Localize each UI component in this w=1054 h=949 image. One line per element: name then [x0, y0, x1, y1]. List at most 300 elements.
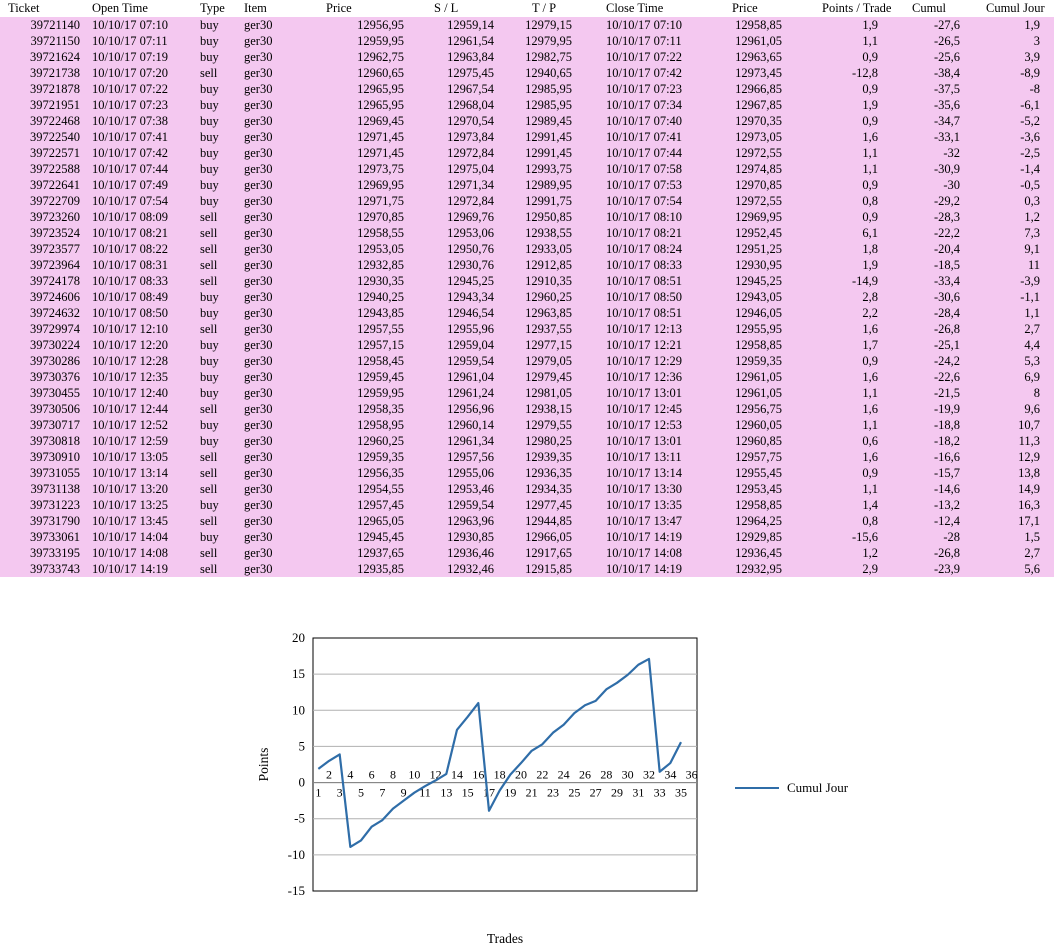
cumul-jour-chart — [0, 606, 1054, 949]
cell-points: -14,9 — [808, 273, 902, 289]
cell-close-time: 10/10/17 08:33 — [598, 257, 714, 273]
cell-item: ger30 — [240, 545, 326, 561]
cell-ticket: 39721738 — [0, 65, 84, 81]
table-row — [0, 449, 1054, 465]
cell-item: ger30 — [240, 193, 326, 209]
cell-price: 12962,75 — [326, 49, 426, 65]
cell-close-price: 12973,45 — [714, 65, 808, 81]
x-tick-label: 2 — [326, 767, 332, 782]
x-tick-label: 31 — [632, 785, 645, 800]
x-tick-label: 4 — [347, 767, 354, 782]
cell-close-price: 12952,45 — [714, 225, 808, 241]
cell-take-profit: 12960,25 — [512, 289, 598, 305]
cell-take-profit: 12938,55 — [512, 225, 598, 241]
cell-cumul-jour: 1,1 — [982, 305, 1054, 321]
cell-ticket: 39730286 — [0, 353, 84, 369]
cell-cumul: -26,8 — [902, 321, 982, 337]
plot-area — [313, 638, 697, 891]
cell-cumul: -33,4 — [902, 273, 982, 289]
cell-close-time: 10/10/17 13:35 — [598, 497, 714, 513]
cell-price: 12958,45 — [326, 353, 426, 369]
cell-take-profit: 12979,15 — [512, 17, 598, 33]
cell-open-time: 10/10/17 12:35 — [84, 369, 196, 385]
cell-stop-loss: 12963,84 — [426, 49, 512, 65]
cell-take-profit: 12991,45 — [512, 145, 598, 161]
cell-item: ger30 — [240, 209, 326, 225]
col-header-open-time: Open Time — [84, 0, 196, 17]
y-tick-label: -10 — [287, 846, 305, 862]
cell-stop-loss: 12957,56 — [426, 449, 512, 465]
cell-ticket: 39731790 — [0, 513, 84, 529]
cell-close-price: 12958,85 — [714, 17, 808, 33]
cell-cumul-jour: -2,5 — [982, 145, 1054, 161]
cell-open-time: 10/10/17 07:23 — [84, 97, 196, 113]
cell-take-profit: 12936,35 — [512, 465, 598, 481]
cell-open-time: 10/10/17 07:11 — [84, 33, 196, 49]
cell-price: 12958,35 — [326, 401, 426, 417]
cell-points: 1,9 — [808, 257, 902, 273]
cell-item: ger30 — [240, 97, 326, 113]
legend-label-cumul-jour: Cumul Jour — [787, 780, 849, 795]
cell-cumul: -38,4 — [902, 65, 982, 81]
cell-take-profit: 12981,05 — [512, 385, 598, 401]
cell-take-profit: 12934,35 — [512, 481, 598, 497]
x-tick-label: 14 — [451, 767, 463, 782]
cell-take-profit: 12982,75 — [512, 49, 598, 65]
cell-close-price: 12936,45 — [714, 545, 808, 561]
x-tick-label: 18 — [493, 767, 506, 782]
cell-close-time: 10/10/17 08:51 — [598, 305, 714, 321]
cell-points: 1,1 — [808, 417, 902, 433]
cell-type: buy — [196, 305, 240, 321]
cell-ticket: 39731055 — [0, 465, 84, 481]
cell-points: 1,1 — [808, 161, 902, 177]
cell-points: 1,1 — [808, 481, 902, 497]
y-tick-label: -5 — [294, 810, 305, 826]
cell-price: 12969,45 — [326, 113, 426, 129]
cell-take-profit: 12979,45 — [512, 369, 598, 385]
cell-points: 2,2 — [808, 305, 902, 321]
cell-cumul-jour: 4,4 — [982, 337, 1054, 353]
cell-close-time: 10/10/17 07:42 — [598, 65, 714, 81]
cell-close-time: 10/10/17 07:23 — [598, 81, 714, 97]
cell-stop-loss: 12972,84 — [426, 145, 512, 161]
cell-close-price: 12956,75 — [714, 401, 808, 417]
cell-cumul-jour: 1,2 — [982, 209, 1054, 225]
cell-cumul: -32 — [902, 145, 982, 161]
cell-stop-loss: 12943,34 — [426, 289, 512, 305]
cell-open-time: 10/10/17 13:14 — [84, 465, 196, 481]
cell-cumul: -19,9 — [902, 401, 982, 417]
cell-price: 12945,45 — [326, 529, 426, 545]
cell-stop-loss: 12950,76 — [426, 241, 512, 257]
cell-item: ger30 — [240, 17, 326, 33]
chart-canvas — [0, 606, 1054, 949]
cell-cumul-jour: 1,5 — [982, 529, 1054, 545]
x-tick-label: 34 — [664, 767, 677, 782]
cell-stop-loss: 12953,46 — [426, 481, 512, 497]
cell-cumul-jour: -5,2 — [982, 113, 1054, 129]
cell-price: 12965,95 — [326, 81, 426, 97]
cell-points: 0,9 — [808, 113, 902, 129]
cell-close-price: 12946,05 — [714, 305, 808, 321]
table-header — [0, 0, 1054, 17]
cell-ticket: 39721140 — [0, 17, 84, 33]
cell-stop-loss: 12973,84 — [426, 129, 512, 145]
cell-item: ger30 — [240, 481, 326, 497]
cell-item: ger30 — [240, 449, 326, 465]
col-header-close-time: Close Time — [598, 0, 714, 17]
cell-type: sell — [196, 561, 240, 577]
cell-price: 12965,05 — [326, 513, 426, 529]
cell-cumul-jour: 9,1 — [982, 241, 1054, 257]
cell-cumul-jour: 5,3 — [982, 353, 1054, 369]
cell-cumul: -29,2 — [902, 193, 982, 209]
cell-price: 12971,75 — [326, 193, 426, 209]
cell-close-time: 10/10/17 14:19 — [598, 529, 714, 545]
cell-take-profit: 12993,75 — [512, 161, 598, 177]
cell-points: 0,9 — [808, 465, 902, 481]
cell-points: 1,6 — [808, 449, 902, 465]
table-row — [0, 481, 1054, 497]
cell-cumul: -37,5 — [902, 81, 982, 97]
x-tick-label: 6 — [368, 767, 375, 782]
cell-points: 0,8 — [808, 193, 902, 209]
cell-close-time: 10/10/17 07:40 — [598, 113, 714, 129]
table-row — [0, 273, 1054, 289]
cell-close-time: 10/10/17 07:53 — [598, 177, 714, 193]
cell-stop-loss: 12960,14 — [426, 417, 512, 433]
cell-points: 1,6 — [808, 369, 902, 385]
cell-ticket: 39722468 — [0, 113, 84, 129]
cell-open-time: 10/10/17 12:52 — [84, 417, 196, 433]
table-row — [0, 81, 1054, 97]
cell-cumul-jour: 5,6 — [982, 561, 1054, 577]
cell-item: ger30 — [240, 161, 326, 177]
cell-cumul-jour: 13,8 — [982, 465, 1054, 481]
cell-close-price: 12967,85 — [714, 97, 808, 113]
cell-cumul-jour: 11,3 — [982, 433, 1054, 449]
cell-cumul: -27,6 — [902, 17, 982, 33]
cell-item: ger30 — [240, 305, 326, 321]
cell-item: ger30 — [240, 353, 326, 369]
cell-type: buy — [196, 337, 240, 353]
cell-close-time: 10/10/17 13:47 — [598, 513, 714, 529]
cell-item: ger30 — [240, 417, 326, 433]
cell-type: sell — [196, 481, 240, 497]
cell-open-time: 10/10/17 08:21 — [84, 225, 196, 241]
x-tick-label: 15 — [461, 785, 474, 800]
cell-cumul: -21,5 — [902, 385, 982, 401]
cell-item: ger30 — [240, 241, 326, 257]
col-header-take-profit: T / P — [512, 0, 598, 17]
cell-ticket: 39730376 — [0, 369, 84, 385]
col-header-type: Type — [196, 0, 240, 17]
cell-close-price: 12930,95 — [714, 257, 808, 273]
cell-open-time: 10/10/17 08:22 — [84, 241, 196, 257]
cell-close-time: 10/10/17 07:10 — [598, 17, 714, 33]
cell-ticket: 39722709 — [0, 193, 84, 209]
cell-take-profit: 12985,95 — [512, 97, 598, 113]
cell-close-time: 10/10/17 08:10 — [598, 209, 714, 225]
cell-open-time: 10/10/17 07:49 — [84, 177, 196, 193]
cell-open-time: 10/10/17 12:40 — [84, 385, 196, 401]
cell-cumul-jour: 11 — [982, 257, 1054, 273]
cell-take-profit: 12966,05 — [512, 529, 598, 545]
cell-price: 12954,55 — [326, 481, 426, 497]
table-row — [0, 401, 1054, 417]
cell-close-price: 12943,05 — [714, 289, 808, 305]
cell-close-price: 12945,25 — [714, 273, 808, 289]
cell-stop-loss: 12975,04 — [426, 161, 512, 177]
cell-type: sell — [196, 225, 240, 241]
cell-ticket: 39722571 — [0, 145, 84, 161]
cell-open-time: 10/10/17 08:31 — [84, 257, 196, 273]
cell-points: 6,1 — [808, 225, 902, 241]
col-header-cumul-jour: Cumul Jour — [982, 0, 1054, 17]
cell-cumul: -12,4 — [902, 513, 982, 529]
cell-stop-loss: 12932,46 — [426, 561, 512, 577]
cell-close-price: 12963,65 — [714, 49, 808, 65]
x-tick-label: 10 — [408, 767, 421, 782]
cell-take-profit: 12977,45 — [512, 497, 598, 513]
cell-close-time: 10/10/17 13:01 — [598, 433, 714, 449]
cell-open-time: 10/10/17 12:44 — [84, 401, 196, 417]
cell-ticket: 39722588 — [0, 161, 84, 177]
cell-stop-loss: 12955,96 — [426, 321, 512, 337]
table-row — [0, 465, 1054, 481]
cell-cumul: -16,6 — [902, 449, 982, 465]
table-row — [0, 49, 1054, 65]
table-row — [0, 497, 1054, 513]
cell-take-profit: 12917,65 — [512, 545, 598, 561]
cell-type: sell — [196, 321, 240, 337]
cell-ticket: 39730717 — [0, 417, 84, 433]
cell-close-price: 12970,35 — [714, 113, 808, 129]
cell-price: 12958,95 — [326, 417, 426, 433]
cell-take-profit: 12989,45 — [512, 113, 598, 129]
table-row — [0, 561, 1054, 577]
cell-close-price: 12972,55 — [714, 145, 808, 161]
cell-type: sell — [196, 65, 240, 81]
cell-cumul-jour: 1,9 — [982, 17, 1054, 33]
x-tick-label: 8 — [390, 767, 396, 782]
cell-cumul: -24,2 — [902, 353, 982, 369]
cell-take-profit: 12985,95 — [512, 81, 598, 97]
cell-close-time: 10/10/17 12:21 — [598, 337, 714, 353]
cell-type: buy — [196, 129, 240, 145]
table-row — [0, 289, 1054, 305]
x-tick-label: 9 — [400, 785, 407, 800]
cell-cumul: -15,7 — [902, 465, 982, 481]
x-tick-label: 33 — [653, 785, 666, 800]
cell-points: 1,1 — [808, 33, 902, 49]
cell-type: buy — [196, 369, 240, 385]
cell-cumul: -22,2 — [902, 225, 982, 241]
cell-close-price: 12970,85 — [714, 177, 808, 193]
cell-close-time: 10/10/17 13:14 — [598, 465, 714, 481]
table-row — [0, 305, 1054, 321]
cell-item: ger30 — [240, 337, 326, 353]
cell-item: ger30 — [240, 561, 326, 577]
cell-cumul-jour: -8,9 — [982, 65, 1054, 81]
cell-ticket: 39733061 — [0, 529, 84, 545]
cell-stop-loss: 12961,04 — [426, 369, 512, 385]
x-tick-label: 17 — [483, 785, 495, 800]
cell-type: buy — [196, 353, 240, 369]
cell-close-time: 10/10/17 08:24 — [598, 241, 714, 257]
cell-take-profit: 12977,15 — [512, 337, 598, 353]
cell-close-price: 12953,45 — [714, 481, 808, 497]
table-row — [0, 113, 1054, 129]
cell-cumul-jour: 6,9 — [982, 369, 1054, 385]
cell-cumul-jour: -3,9 — [982, 273, 1054, 289]
table-row — [0, 513, 1054, 529]
cell-cumul: -23,9 — [902, 561, 982, 577]
cell-cumul: -30,9 — [902, 161, 982, 177]
cell-ticket: 39722641 — [0, 177, 84, 193]
x-tick-label: 11 — [419, 785, 431, 800]
cell-cumul-jour: -1,1 — [982, 289, 1054, 305]
cell-ticket: 39723524 — [0, 225, 84, 241]
cell-type: buy — [196, 289, 240, 305]
cell-open-time: 10/10/17 14:04 — [84, 529, 196, 545]
cell-take-profit: 12933,05 — [512, 241, 598, 257]
cell-cumul-jour: -0,5 — [982, 177, 1054, 193]
cell-ticket: 39731223 — [0, 497, 84, 513]
cell-price: 12959,95 — [326, 385, 426, 401]
cell-points: 2,9 — [808, 561, 902, 577]
cell-stop-loss: 12956,96 — [426, 401, 512, 417]
x-tick-label: 3 — [336, 785, 343, 800]
cell-take-profit: 12912,85 — [512, 257, 598, 273]
cell-ticket: 39730818 — [0, 433, 84, 449]
cell-price: 12973,75 — [326, 161, 426, 177]
col-header-price: Price — [326, 0, 426, 17]
x-tick-label: 36 — [685, 767, 698, 782]
cell-ticket: 39723964 — [0, 257, 84, 273]
table-row — [0, 33, 1054, 49]
cell-points: -15,6 — [808, 529, 902, 545]
cell-type: buy — [196, 17, 240, 33]
cell-points: 0,8 — [808, 513, 902, 529]
cell-open-time: 10/10/17 07:10 — [84, 17, 196, 33]
cell-cumul-jour: 3,9 — [982, 49, 1054, 65]
cell-points: 1,6 — [808, 401, 902, 417]
cell-close-time: 10/10/17 14:19 — [598, 561, 714, 577]
cell-open-time: 10/10/17 12:28 — [84, 353, 196, 369]
x-tick-label: 27 — [589, 785, 602, 800]
table-row — [0, 529, 1054, 545]
cell-take-profit: 12979,95 — [512, 33, 598, 49]
cell-stop-loss: 12967,54 — [426, 81, 512, 97]
cell-take-profit: 12938,15 — [512, 401, 598, 417]
cell-points: 2,8 — [808, 289, 902, 305]
cell-open-time: 10/10/17 07:19 — [84, 49, 196, 65]
cell-stop-loss: 12971,34 — [426, 177, 512, 193]
cell-close-price: 12972,55 — [714, 193, 808, 209]
cell-cumul-jour: 3 — [982, 33, 1054, 49]
cell-ticket: 39730224 — [0, 337, 84, 353]
x-tick-label: 32 — [643, 767, 655, 782]
cell-ticket: 39730506 — [0, 401, 84, 417]
cell-open-time: 10/10/17 07:44 — [84, 161, 196, 177]
cell-close-time: 10/10/17 07:41 — [598, 129, 714, 145]
cell-take-profit: 12939,35 — [512, 449, 598, 465]
cell-take-profit: 12915,85 — [512, 561, 598, 577]
cell-points: 1,4 — [808, 497, 902, 513]
cell-cumul: -28 — [902, 529, 982, 545]
y-axis-title: Points — [256, 747, 271, 782]
cell-cumul: -25,1 — [902, 337, 982, 353]
cell-item: ger30 — [240, 65, 326, 81]
cell-close-price: 12961,05 — [714, 385, 808, 401]
cell-ticket: 39723260 — [0, 209, 84, 225]
cell-take-profit: 12991,75 — [512, 193, 598, 209]
cell-type: buy — [196, 497, 240, 513]
x-tick-label: 16 — [472, 767, 485, 782]
cell-cumul-jour: 0,3 — [982, 193, 1054, 209]
cell-cumul-jour: -8 — [982, 81, 1054, 97]
cell-open-time: 10/10/17 14:19 — [84, 561, 196, 577]
cell-type: sell — [196, 545, 240, 561]
cell-close-time: 10/10/17 07:58 — [598, 161, 714, 177]
cell-type: buy — [196, 417, 240, 433]
cell-item: ger30 — [240, 529, 326, 545]
cell-close-time: 10/10/17 07:11 — [598, 33, 714, 49]
cell-take-profit: 12979,55 — [512, 417, 598, 433]
cell-ticket: 39724632 — [0, 305, 84, 321]
cell-close-time: 10/10/17 08:51 — [598, 273, 714, 289]
cell-stop-loss: 12975,45 — [426, 65, 512, 81]
table-row — [0, 433, 1054, 449]
cell-close-time: 10/10/17 12:36 — [598, 369, 714, 385]
cell-cumul-jour: 7,3 — [982, 225, 1054, 241]
x-tick-label: 13 — [440, 785, 453, 800]
cell-price: 12957,45 — [326, 497, 426, 513]
cell-ticket: 39729974 — [0, 321, 84, 337]
cell-price: 12959,45 — [326, 369, 426, 385]
cell-stop-loss: 12961,34 — [426, 433, 512, 449]
col-header-cumul: Cumul — [902, 0, 982, 17]
cell-price: 12932,85 — [326, 257, 426, 273]
cell-take-profit: 12989,95 — [512, 177, 598, 193]
cell-price: 12957,15 — [326, 337, 426, 353]
cell-cumul: -13,2 — [902, 497, 982, 513]
cell-cumul: -18,8 — [902, 417, 982, 433]
cell-price: 12970,85 — [326, 209, 426, 225]
cell-item: ger30 — [240, 433, 326, 449]
x-tick-label: 25 — [568, 785, 581, 800]
y-tick-label: 0 — [298, 774, 305, 790]
cell-ticket: 39723577 — [0, 241, 84, 257]
cell-close-time: 10/10/17 12:53 — [598, 417, 714, 433]
cell-item: ger30 — [240, 497, 326, 513]
table-header-row — [0, 0, 1054, 17]
cell-close-price: 12960,05 — [714, 417, 808, 433]
cell-stop-loss: 12972,84 — [426, 193, 512, 209]
cell-ticket: 39721951 — [0, 97, 84, 113]
cell-price: 12971,45 — [326, 145, 426, 161]
cell-close-time: 10/10/17 12:45 — [598, 401, 714, 417]
cell-open-time: 10/10/17 07:38 — [84, 113, 196, 129]
cell-item: ger30 — [240, 369, 326, 385]
cell-item: ger30 — [240, 33, 326, 49]
cell-cumul: -22,6 — [902, 369, 982, 385]
cell-close-price: 12958,85 — [714, 497, 808, 513]
cell-type: buy — [196, 49, 240, 65]
cell-close-price: 12961,05 — [714, 369, 808, 385]
